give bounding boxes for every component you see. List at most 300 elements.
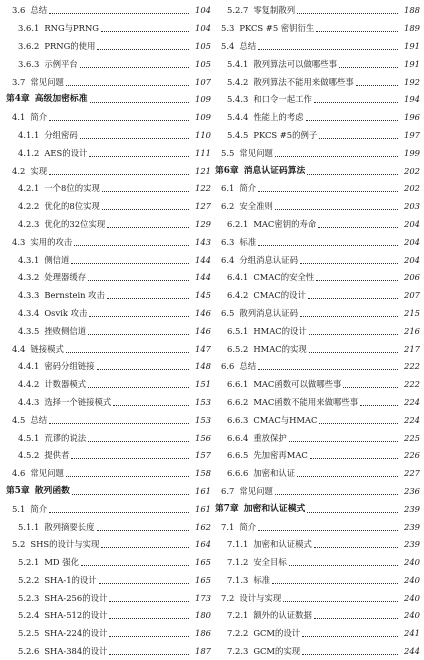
dot-leader	[72, 494, 189, 495]
entry-page-number: 127	[195, 201, 211, 212]
entry-page-number: 158	[195, 468, 211, 479]
dot-leader	[90, 102, 189, 103]
entry-number: 7.2.3	[227, 646, 249, 657]
entry-page-number: 217	[404, 343, 420, 354]
entry-page-number: 204	[404, 254, 420, 265]
entry-number: 5.1	[12, 503, 26, 514]
entry-title: CMAC的设计	[253, 290, 306, 301]
entry-page-number: 110	[195, 129, 211, 140]
entry-page-number: 207	[404, 290, 420, 301]
dot-leader	[49, 120, 189, 121]
dot-leader	[309, 334, 398, 335]
dot-leader	[310, 458, 398, 459]
dot-leader	[339, 67, 398, 68]
entry-page-number: 197	[404, 129, 420, 140]
entry-number: 5.2.3	[18, 592, 40, 603]
entry-page-number: 187	[195, 646, 211, 657]
dot-leader	[81, 565, 189, 566]
toc-entry	[6, 518, 211, 536]
dot-leader	[88, 387, 189, 388]
dot-leader	[297, 13, 398, 14]
entry-title: 侧信道	[44, 254, 70, 265]
toc-entry	[6, 394, 211, 412]
dot-leader	[300, 316, 398, 317]
dot-leader	[101, 31, 189, 32]
entry-number: 5.4.4	[227, 112, 249, 123]
toc-entry	[6, 536, 211, 554]
dot-leader	[319, 423, 398, 424]
toc-entry	[6, 500, 211, 518]
toc-entry	[6, 643, 211, 660]
entry-title: 散列算法可以做哪些事	[253, 58, 338, 69]
entry-title: CMAC的安全性	[253, 272, 315, 283]
entry-number: 4.1	[12, 112, 26, 123]
entry-page-number: 122	[195, 183, 211, 194]
entry-number: 5.4.3	[227, 94, 249, 105]
entry-number: 6.6	[221, 361, 235, 372]
entry-title: 挫败侧信道	[44, 325, 87, 336]
toc-entry	[6, 233, 211, 251]
entry-title: Osvik 攻击	[44, 307, 88, 318]
entry-title: 和口令一起工作	[253, 94, 312, 105]
toc-entry	[6, 251, 211, 269]
entry-number: 4.2	[12, 165, 26, 176]
entry-title: SHA-256的设计	[44, 592, 108, 603]
entry-page-number: 105	[195, 58, 211, 69]
entry-page-number: 173	[195, 592, 211, 603]
toc-entry	[6, 465, 211, 483]
toc-entry	[215, 91, 420, 109]
entry-title: 高级加密标准	[34, 94, 88, 105]
entry-title: 提供者	[44, 450, 70, 461]
entry-page-number: 162	[195, 521, 211, 532]
dot-leader	[258, 191, 398, 192]
entry-title: 零复制散列	[253, 5, 296, 16]
entry-number: 4.1.1	[18, 129, 40, 140]
entry-number: 7.2	[221, 592, 235, 603]
entry-page-number: 236	[404, 485, 420, 496]
entry-page-number: 226	[404, 450, 420, 461]
toc-entry	[6, 216, 211, 234]
entry-title: MAC密钥的寿命	[253, 218, 317, 229]
toc-entry	[215, 643, 420, 660]
dot-leader	[89, 156, 189, 157]
toc-entry	[6, 358, 211, 376]
entry-title: 常见问题	[30, 468, 64, 479]
dot-leader	[289, 565, 398, 566]
entry-title: RNG与PRNG	[44, 23, 99, 34]
toc-chapter-entry	[215, 162, 420, 180]
entry-title: CMAC与HMAC	[253, 414, 318, 425]
entry-title: 优化的8位实现	[44, 201, 100, 212]
dot-leader	[102, 209, 189, 210]
entry-number: 4.4	[12, 343, 26, 354]
entry-title: 加密和认证模式	[243, 503, 306, 514]
dot-leader	[109, 618, 189, 619]
entry-page-number: 104	[195, 23, 211, 34]
toc-left-column	[6, 2, 211, 660]
toc-entry	[215, 20, 420, 38]
dot-leader	[275, 209, 398, 210]
entry-number: 第6章	[215, 165, 239, 176]
entry-title: 常见问题	[239, 147, 273, 158]
entry-page-number: 109	[195, 112, 211, 123]
dot-leader	[360, 405, 398, 406]
toc-entry	[215, 38, 420, 56]
dot-leader	[88, 334, 189, 335]
entry-title: 实用的攻击	[30, 236, 73, 247]
toc-entry	[6, 322, 211, 340]
toc-entry	[6, 305, 211, 323]
entry-number: 6.6.5	[227, 450, 249, 461]
toc-entry	[6, 340, 211, 358]
entry-title: 标准	[239, 236, 257, 247]
toc-entry	[215, 322, 420, 340]
dot-leader	[97, 49, 189, 50]
entry-number: 6.6.2	[227, 396, 249, 407]
toc-entry	[215, 216, 420, 234]
entry-page-number: 194	[404, 94, 420, 105]
entry-number: 6.4.2	[227, 290, 249, 301]
toc-entry	[6, 2, 211, 20]
entry-title: 选择一个链接模式	[44, 396, 112, 407]
dot-leader	[89, 316, 189, 317]
entry-number: 4.3.5	[18, 325, 40, 336]
dot-leader	[318, 227, 398, 228]
entry-title: 安全准则	[239, 201, 273, 212]
toc-entry	[215, 465, 420, 483]
dot-leader	[258, 369, 398, 370]
entry-number: 5.4.2	[227, 76, 249, 87]
dot-leader	[49, 512, 189, 513]
toc-entry	[215, 607, 420, 625]
entry-title: SHA-1的设计	[44, 574, 97, 585]
entry-title: 性能上的考虑	[253, 112, 304, 123]
entry-title: 总结	[30, 414, 48, 425]
entry-page-number: 129	[195, 218, 211, 229]
entry-number: 5.2.6	[18, 646, 40, 657]
entry-page-number: 202	[404, 165, 420, 176]
entry-page-number: 107	[195, 76, 211, 87]
entry-number: 6.5.2	[227, 343, 249, 354]
entry-number: 4.3.3	[18, 290, 40, 301]
toc-entry	[215, 358, 420, 376]
dot-leader	[97, 530, 189, 531]
entry-number: 7.1.1	[227, 539, 249, 550]
entry-page-number: 239	[404, 521, 420, 532]
entry-number: 5.2.5	[18, 628, 40, 639]
entry-title: 消息认证码算法	[243, 165, 306, 176]
entry-number: 5.3	[221, 23, 235, 34]
dot-leader	[49, 423, 189, 424]
entry-number: 6.4	[221, 254, 235, 265]
entry-title: PKCS #5 密钥衍生	[239, 23, 315, 34]
entry-number: 6.5.1	[227, 325, 249, 336]
toc-entry	[215, 483, 420, 501]
entry-page-number: 191	[404, 40, 420, 51]
toc-entry	[6, 625, 211, 643]
dot-leader	[49, 174, 189, 175]
entry-number: 5.5	[221, 147, 235, 158]
dot-leader	[314, 102, 398, 103]
entry-page-number: 227	[404, 468, 420, 479]
entry-page-number: 165	[195, 557, 211, 568]
toc-entry	[215, 55, 420, 73]
entry-title: 链接模式	[30, 343, 64, 354]
entry-page-number: 206	[404, 272, 420, 283]
entry-page-number: 203	[404, 201, 420, 212]
entry-number: 4.2.2	[18, 201, 40, 212]
entry-page-number: 146	[195, 307, 211, 318]
dot-leader	[316, 280, 398, 281]
entry-number: 5.4.1	[227, 58, 249, 69]
dot-leader	[107, 298, 189, 299]
entry-page-number: 109	[195, 94, 211, 105]
entry-title: 分组消息认证码	[239, 254, 298, 265]
toc-entry	[6, 411, 211, 429]
entry-number: 6.1	[221, 183, 235, 194]
entry-page-number: 239	[404, 539, 420, 550]
dot-leader	[343, 387, 398, 388]
entry-number: 5.2.2	[18, 574, 40, 585]
dot-leader	[258, 530, 398, 531]
entry-page-number: 153	[195, 396, 211, 407]
dot-leader	[289, 441, 398, 442]
toc-entry	[215, 572, 420, 590]
entry-number: 5.4.5	[227, 129, 249, 140]
toc-entry	[6, 55, 211, 73]
entry-page-number: 180	[195, 610, 211, 621]
entry-title: 额外的认证数据	[253, 610, 312, 621]
dot-leader	[319, 138, 398, 139]
toc-entry	[215, 554, 420, 572]
entry-page-number: 188	[404, 5, 420, 16]
entry-title: 设计与实现	[239, 592, 282, 603]
entry-page-number: 216	[404, 325, 420, 336]
entry-title: 散列算法不能用来做哪些事	[253, 76, 354, 87]
entry-title: HMAC的实现	[253, 343, 307, 354]
entry-title: 优化的32位实现	[44, 218, 106, 229]
dot-leader	[272, 583, 398, 584]
entry-page-number: 165	[195, 574, 211, 585]
toc-entry	[215, 429, 420, 447]
toc-entry	[6, 589, 211, 607]
dot-leader	[309, 352, 398, 353]
entry-page-number: 204	[404, 236, 420, 247]
dot-leader	[113, 405, 189, 406]
entry-page-number: 222	[404, 379, 420, 390]
dot-leader	[306, 120, 398, 121]
entry-number: 3.7	[12, 76, 26, 87]
dot-leader	[66, 352, 189, 353]
entry-title: 一个8位的实现	[44, 183, 100, 194]
entry-title: GCM的设计	[253, 628, 301, 639]
entry-page-number: 215	[404, 307, 420, 318]
entry-title: PKCS #5的例子	[253, 129, 318, 140]
toc-entry	[215, 287, 420, 305]
entry-page-number: 146	[195, 325, 211, 336]
entry-title: 常见问题	[239, 485, 273, 496]
entry-number: 4.1.2	[18, 147, 40, 158]
entry-title: 简介	[30, 112, 48, 123]
entry-title: 加密和认证	[253, 468, 296, 479]
entry-title: 总结	[30, 5, 48, 16]
entry-page-number: 186	[195, 628, 211, 639]
entry-page-number: 147	[195, 343, 211, 354]
entry-title: 总结	[239, 361, 257, 372]
dot-leader	[307, 174, 398, 175]
entry-number: 7.1.3	[227, 574, 249, 585]
toc-entry	[215, 340, 420, 358]
entry-title: SHA-384的设计	[44, 646, 108, 657]
entry-title: 散列摘要长度	[44, 521, 95, 532]
entry-page-number: 240	[404, 557, 420, 568]
dot-leader	[99, 583, 189, 584]
dot-leader	[101, 547, 189, 548]
entry-page-number: 121	[195, 165, 211, 176]
entry-page-number: 191	[404, 58, 420, 69]
toc-entry	[6, 376, 211, 394]
toc-entry	[215, 518, 420, 536]
entry-number: 6.2	[221, 201, 235, 212]
entry-title: 处理器缓存	[44, 272, 87, 283]
dot-leader	[297, 476, 398, 477]
toc-entry	[6, 162, 211, 180]
entry-page-number: 151	[195, 379, 211, 390]
toc-entry	[6, 198, 211, 216]
toc-entry	[6, 127, 211, 145]
entry-number: 5.2.7	[227, 5, 249, 16]
dot-leader	[88, 280, 189, 281]
entry-page-number: 111	[195, 147, 211, 158]
entry-number: 4.4.1	[18, 361, 40, 372]
entry-page-number: 244	[404, 646, 420, 657]
entry-title: 先加密再MAC	[253, 450, 308, 461]
entry-number: 6.6.3	[227, 414, 249, 425]
dot-leader	[88, 441, 189, 442]
entry-page-number: 225	[404, 432, 420, 443]
entry-page-number: 153	[195, 414, 211, 425]
toc-entry	[215, 394, 420, 412]
entry-number: 4.2.1	[18, 183, 40, 194]
entry-title: 标准	[253, 574, 271, 585]
entry-title: 实现	[30, 165, 48, 176]
entry-number: 6.6.1	[227, 379, 249, 390]
entry-page-number: 196	[404, 112, 420, 123]
entry-page-number: 202	[404, 183, 420, 194]
entry-number: 6.7	[221, 485, 235, 496]
dot-leader	[66, 476, 189, 477]
toc-entry	[215, 198, 420, 216]
toc-entry	[6, 180, 211, 198]
dot-leader	[356, 85, 398, 86]
entry-number: 4.6	[12, 468, 26, 479]
entry-number: 3.6.2	[18, 40, 40, 51]
entry-title: AES的设计	[44, 147, 88, 158]
entry-title: 常见问题	[30, 76, 64, 87]
dot-leader	[102, 191, 189, 192]
dot-leader	[74, 245, 189, 246]
entry-number: 5.2.4	[18, 610, 40, 621]
toc-chapter-entry	[6, 91, 211, 109]
dot-leader	[71, 458, 189, 459]
dot-leader	[80, 138, 189, 139]
entry-page-number: 148	[195, 361, 211, 372]
entry-title: SHA-224的设计	[44, 628, 108, 639]
entry-number: 5.2	[12, 539, 26, 550]
toc-entry	[215, 625, 420, 643]
toc-entry	[215, 589, 420, 607]
dot-leader	[314, 547, 398, 548]
entry-title: 荒谬的说法	[44, 432, 87, 443]
entry-page-number: 144	[195, 272, 211, 283]
toc-entry	[215, 251, 420, 269]
entry-number: 6.3	[221, 236, 235, 247]
entry-title: 安全目标	[253, 557, 287, 568]
entry-title: 示例平台	[44, 58, 78, 69]
entry-number: 4.5	[12, 414, 26, 425]
entry-page-number: 239	[404, 503, 420, 514]
entry-page-number: 224	[404, 396, 420, 407]
toc-right-column	[215, 2, 420, 660]
entry-number: 4.3.4	[18, 307, 40, 318]
entry-page-number: 144	[195, 254, 211, 265]
entry-page-number: 240	[404, 592, 420, 603]
entry-page-number: 164	[195, 539, 211, 550]
entry-title: 密码分组链接	[44, 361, 95, 372]
toc-entry	[215, 411, 420, 429]
dot-leader	[97, 369, 189, 370]
dot-leader	[308, 298, 398, 299]
dot-leader	[107, 227, 189, 228]
entry-page-number: 105	[195, 40, 211, 51]
toc-entry	[215, 109, 420, 127]
toc-entry	[215, 376, 420, 394]
entry-page-number: 192	[404, 76, 420, 87]
entry-page-number: 241	[404, 628, 420, 639]
toc-entry	[215, 447, 420, 465]
entry-title: Bernstein 攻击	[44, 290, 105, 301]
dot-leader	[316, 31, 398, 32]
toc-entry	[215, 127, 420, 145]
entry-number: 7.1	[221, 521, 235, 532]
entry-number: 第5章	[6, 485, 30, 496]
toc-entry	[6, 38, 211, 56]
toc-entry	[6, 269, 211, 287]
entry-number: 4.3	[12, 236, 26, 247]
dot-leader	[66, 85, 189, 86]
toc-entry	[6, 447, 211, 465]
dot-leader	[314, 618, 398, 619]
entry-title: 简介	[30, 503, 48, 514]
toc-entry	[215, 73, 420, 91]
entry-title: 总结	[239, 40, 257, 51]
entry-page-number: 222	[404, 361, 420, 372]
entry-page-number: 145	[195, 290, 211, 301]
toc-chapter-entry	[6, 483, 211, 501]
entry-number: 6.4.1	[227, 272, 249, 283]
entry-page-number: 161	[195, 485, 211, 496]
entry-page-number: 199	[404, 147, 420, 158]
entry-title: 散列函数	[34, 485, 70, 496]
toc-chapter-entry	[215, 500, 420, 518]
dot-leader	[258, 49, 398, 50]
entry-title: 散列消息认证码	[239, 307, 298, 318]
entry-page-number: 240	[404, 610, 420, 621]
entry-number: 4.3.2	[18, 272, 40, 283]
toc-entry	[215, 144, 420, 162]
entry-number: 6.6.6	[227, 468, 249, 479]
